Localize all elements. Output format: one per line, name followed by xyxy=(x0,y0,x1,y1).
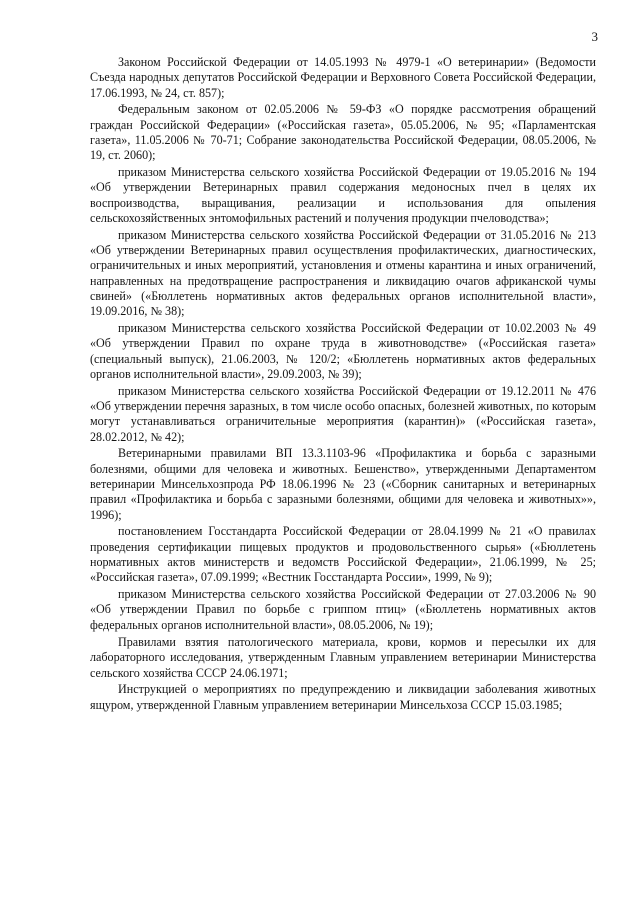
paragraph-order-194: приказом Министерства сельского хозяйства Российской Федерации от 19.05.2016 № 194 «Об утверждении Ветеринарных правил содержания медоносных пчел в целях их воспроизводства, выращивания, реализации и использования для опыления сельскохозяйственных энтомофильных растений и получения продукции пчеловодства»; xyxy=(90,165,596,225)
paragraph-order-49: приказом Министерства сельского хозяйства Российской Федерации от 10.02.2003 № 49 «Об утверждении Правил по охране труда в животноводстве» («Российская газета» (специальный выпуск), 21.06.2003, № 120/2; «Бюллетень нормативных актов федеральных органов исполнительной власти», 29.09.2003, № 39); xyxy=(90,321,596,381)
paragraph-law-veterinary: Законом Российской Федерации от 14.05.1993 № 4979-1 «О ветеринарии» (Ведомости Съезда народных депутатов Российской Федерации и Верховного Совета Российской Федерации, 17.06.1993, № 24, ст. 857); xyxy=(90,55,596,100)
document-body xyxy=(90,55,596,714)
paragraph-sampling-rules: Правилами взятия патологического материала, крови, кормов и пересылки их для лабораторного исследования, утвержденным Главным управлением ветеринарии Министерства сельского хозяйства СССР 24.06.1971; xyxy=(90,634,596,680)
paragraph-order-213: приказом Министерства сельского хозяйства Российской Федерации от 31.05.2016 № 213 «Об утверждении Ветеринарных правил осуществления профилактических, диагностических, ограничительных и иных мероприятий, установления и отмены карантина и иных ограничений, направленных на предотвращение распространения и ликвидацию очагов африканской чумы свиней» («Бюллетень нормативных актов федеральных органов исполнительной власти», 19.09.2016, № 38); xyxy=(90,227,596,319)
paragraph-law-appeals: Федеральным законом от 02.05.2006 № 59-ФЗ «О порядке рассмотрения обращений граждан Российской Федерации» («Российская газета», 05.05.2006, № 95; «Парламентская газета», 11.05.2006 № 70-71; Собрание законодательства Российской Федерации, 08.05.2006, № 19, ст. 2060); xyxy=(90,102,596,163)
page-number: 3 xyxy=(591,29,598,44)
paragraph-order-476: приказом Министерства сельского хозяйства Российской Федерации от 19.12.2011 № 476 «Об утверждении перечня заразных, в том числе особо опасных, болезней животных, по которым могут устанавливаться ограничительные мероприятия (карантин)» («Российская газета», 28.02.2012, № 42); xyxy=(90,383,596,444)
paragraph-order-90: приказом Министерства сельского хозяйства Российской Федерации от 27.03.2006 № 90 «Об утверждении Правил по борьбе с гриппом птиц» («Бюллетень нормативных актов федеральных органов исполнительной власти», 08.05.2006, № 19); xyxy=(90,587,596,632)
paragraph-fmd-instruction: Инструкцией о мероприятиях по предупреждению и ликвидации заболевания животных ящуром, утвержденной Главным управлением ветеринарии Минсельхоза СССР 15.03.1985; xyxy=(90,682,596,712)
paragraph-vet-rules-vp: Ветеринарными правилами ВП 13.3.1103-96 «Профилактика и борьба с заразными болезнями, общими для человека и животных. Бешенство», утвержденными Департаментом ветеринарии Минсельхозпрода РФ 18.06.1996 № 23 («Сборник санитарных и ветеринарных правил «Профилактика и борьба с заразными болезнями, общими для человека и животных»», 1996); xyxy=(90,446,596,522)
paragraph-gosstandart-resolution: постановлением Госстандарта Российской Федерации от 28.04.1999 № 21 «О правилах проведения сертификации пищевых продуктов и продовольственного сырья» («Бюллетень нормативных актов министерств и ведомств Российской Федерации», 21.06.1999, № 25; «Российская газета», 07.09.1999; «Вестник Госстандарта России», 1999, № 9); xyxy=(90,524,596,585)
